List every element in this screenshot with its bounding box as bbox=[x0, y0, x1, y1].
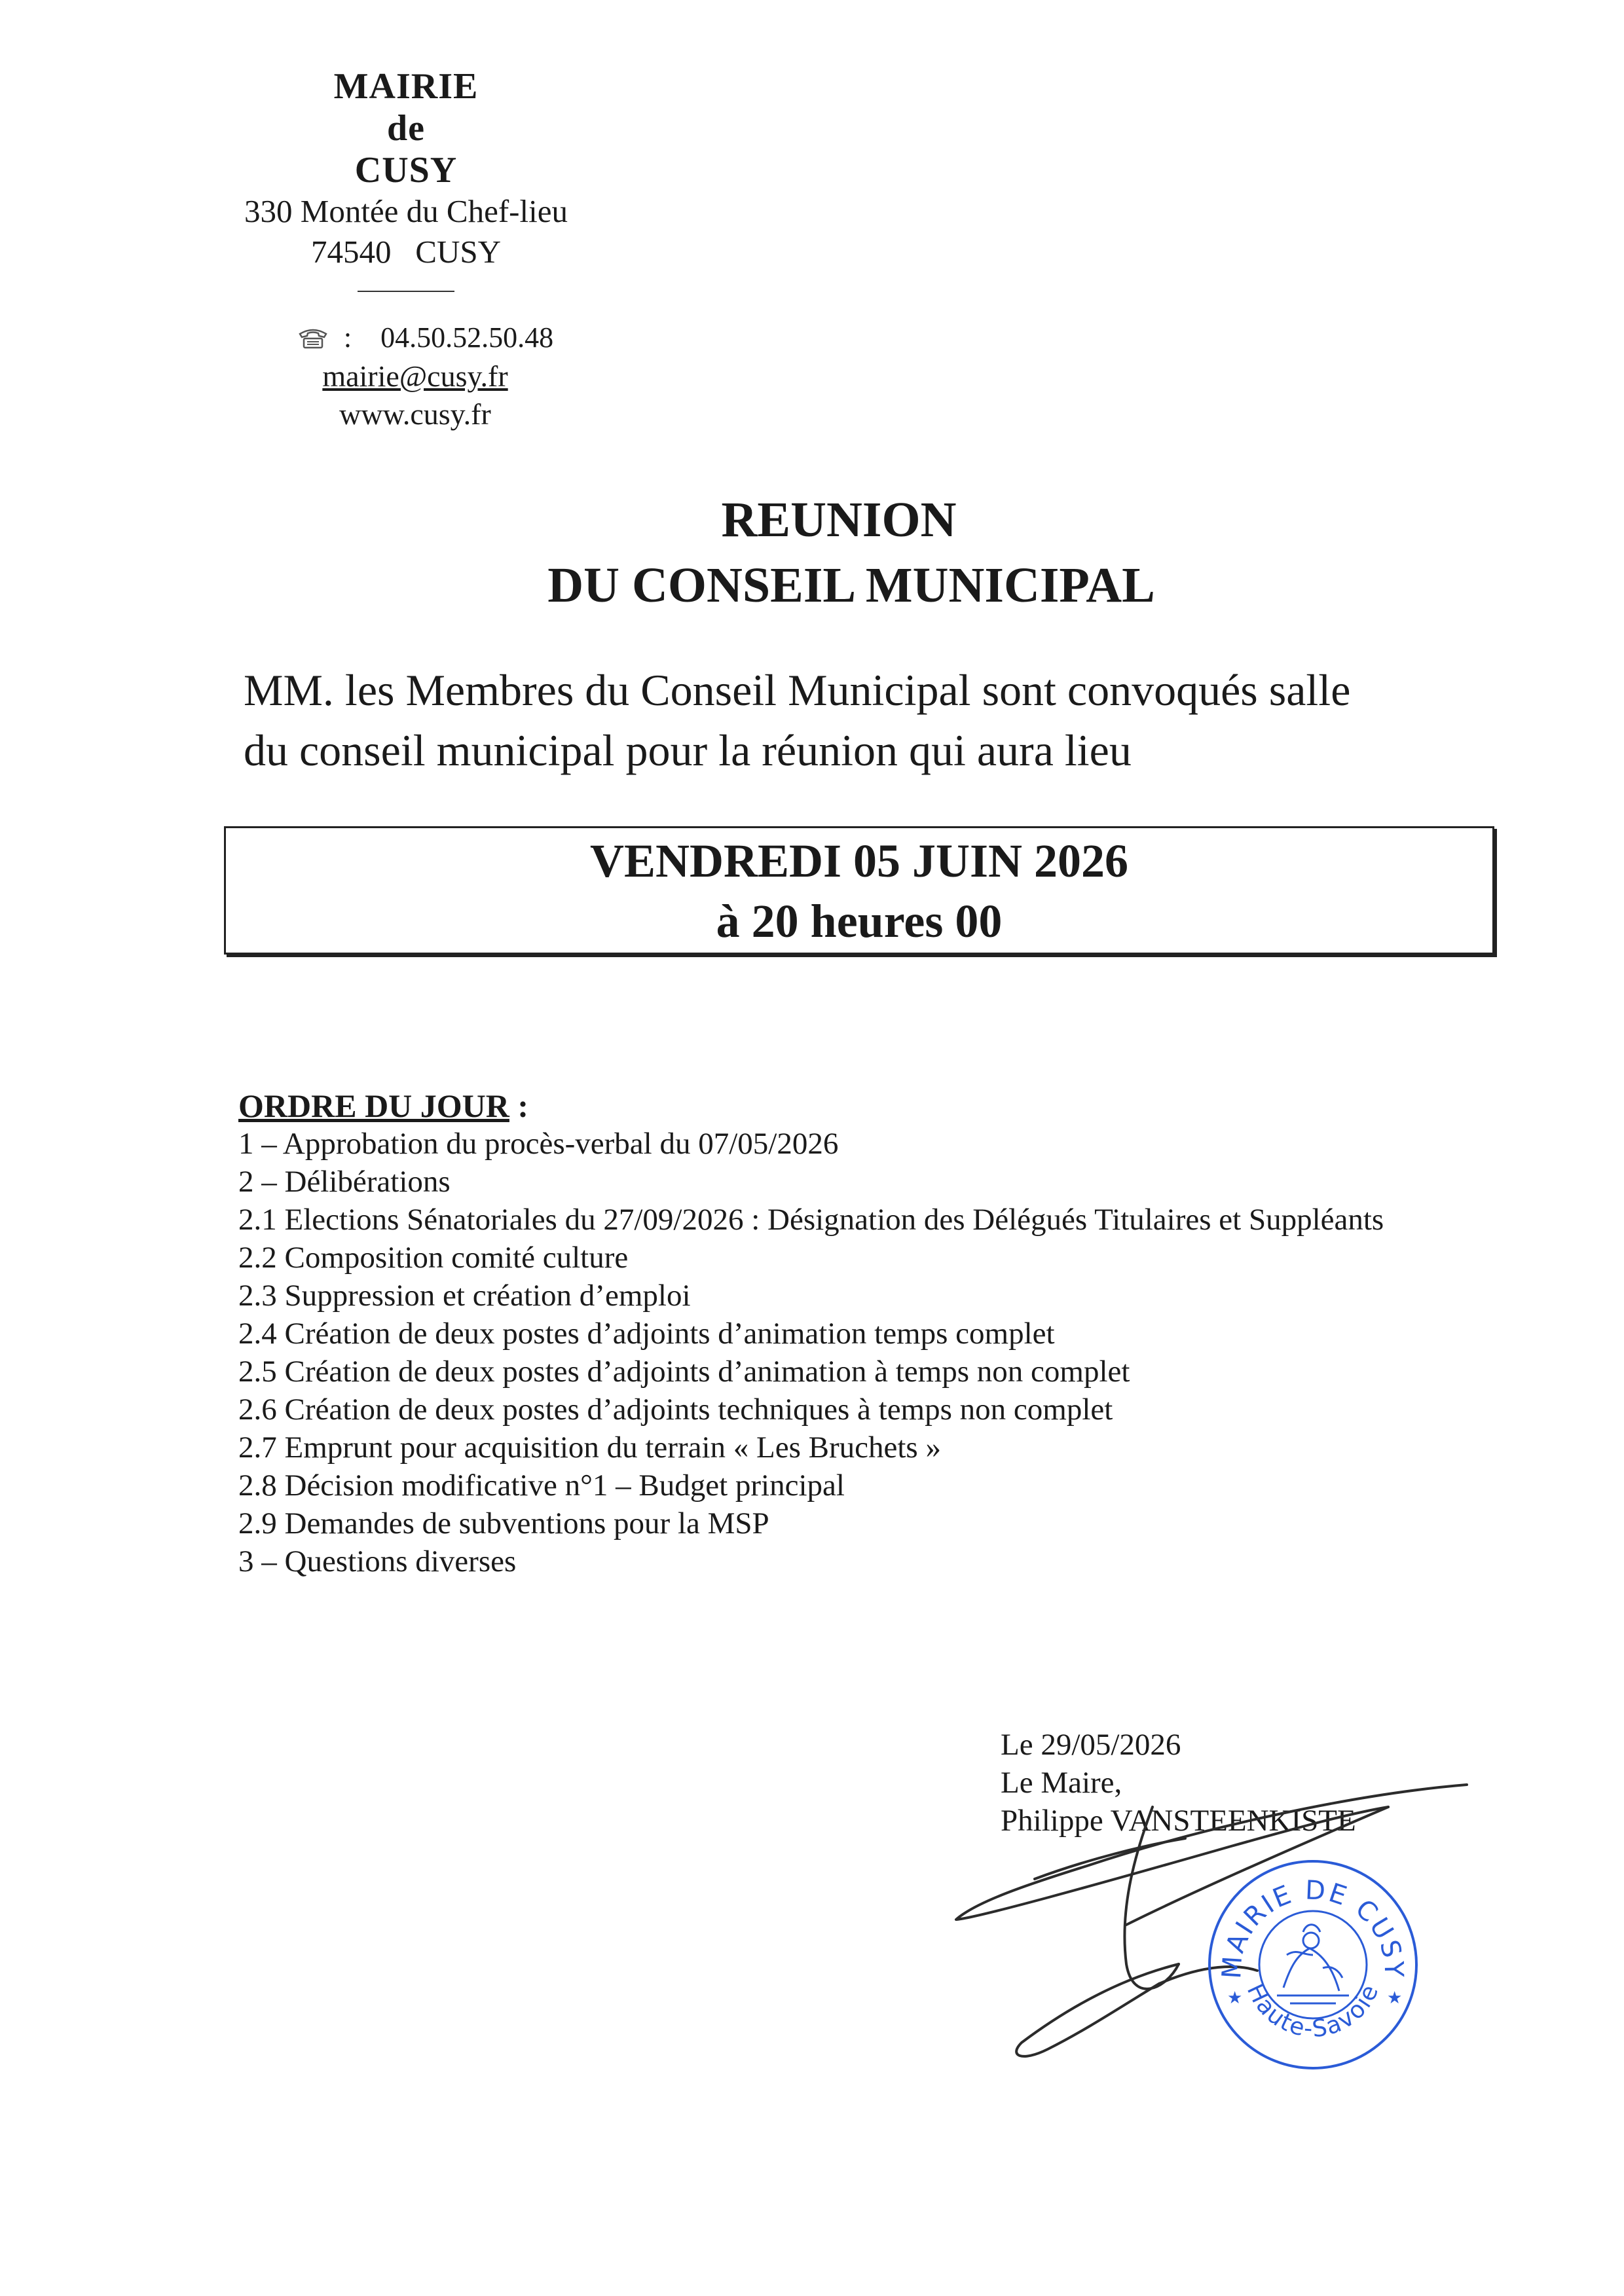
mairie-seal-stamp bbox=[1205, 1857, 1421, 2073]
agenda-list bbox=[238, 1125, 1548, 1580]
svg-text:★: ★ bbox=[1227, 1988, 1243, 2008]
website-link[interactable]: www.cusy.fr bbox=[339, 397, 491, 431]
agenda-item: 2.7 Emprunt pour acquisition du terrain « Les Bruchets » bbox=[238, 1430, 941, 1465]
agenda-item: 2.8 Décision modificative n°1 – Budget principal bbox=[238, 1468, 845, 1503]
agenda-item: 2.5 Création de deux postes d’adjoints d’animation à temps non complet bbox=[238, 1355, 1130, 1389]
agenda-item: 2.9 Demandes de subventions pour la MSP bbox=[238, 1506, 769, 1540]
header-postal: 74540 CUSY bbox=[311, 234, 501, 270]
header-separator bbox=[358, 291, 454, 292]
agenda-title-text: ORDRE DU JOUR bbox=[238, 1087, 509, 1124]
agenda-item: 2.6 Création de deux postes d’adjoints techniques à temps non complet bbox=[238, 1393, 1113, 1427]
agenda-title bbox=[238, 1087, 1548, 1125]
agenda-item: 2.4 Création de deux postes d’adjoints d’animation temps complet bbox=[238, 1317, 1055, 1351]
signature-name: Philippe VANSTEENKISTE bbox=[1001, 1804, 1356, 1838]
header-phone-line bbox=[236, 318, 616, 357]
telephone-icon bbox=[298, 321, 328, 343]
agenda bbox=[238, 1087, 1548, 1580]
agenda-item: 3 – Questions diverses bbox=[238, 1544, 517, 1578]
email-link[interactable]: mairie@cusy.fr bbox=[322, 359, 508, 393]
agenda-title-suffix: : bbox=[509, 1087, 529, 1124]
agenda-item: 2.2 Composition comité culture bbox=[238, 1241, 629, 1275]
meeting-date: VENDREDI 05 JUIN 2026 bbox=[589, 835, 1129, 887]
agenda-item: 2 – Délibérations bbox=[238, 1165, 451, 1199]
header-line-1: MAIRIE bbox=[333, 66, 479, 107]
title-line-2: DU CONSEIL MUNICIPAL bbox=[547, 558, 1155, 613]
signature-date: Le 29/05/2026 bbox=[1001, 1728, 1181, 1762]
convocation-line-2: du conseil municipal pour la réunion qui aura lieu bbox=[244, 725, 1132, 775]
agenda-item: 1 – Approbation du procès-verbal du 07/05/2026 bbox=[238, 1127, 839, 1161]
phone-number: 04.50.52.50.48 bbox=[380, 321, 554, 354]
svg-text:★: ★ bbox=[1387, 1988, 1403, 2008]
meeting-time: à 20 heures 00 bbox=[716, 895, 1003, 947]
signature-role: Le Maire, bbox=[1001, 1766, 1122, 1800]
header-line-3: CUSY bbox=[354, 150, 458, 191]
seal-top-text: MAIRIE DE CUSY bbox=[1217, 1875, 1409, 1980]
agenda-item: 2.1 Elections Sénatoriales du 27/09/2026 : Désignation des Délégués Titulaires et Suppléants bbox=[238, 1203, 1384, 1237]
convocation-line-1: MM. les Membres du Conseil Municipal sont convoqués salle bbox=[244, 665, 1351, 715]
header-address: 330 Montée du Chef-lieu bbox=[244, 193, 568, 229]
agenda-item: 2.3 Suppression et création d’emploi bbox=[238, 1279, 691, 1313]
seal-bottom-text: Haute-Savoie bbox=[1241, 1979, 1385, 2043]
phone-separator: : bbox=[343, 321, 352, 354]
convocation-text bbox=[244, 660, 1488, 780]
meeting-date-box bbox=[224, 826, 1494, 955]
mairie-header bbox=[196, 65, 616, 433]
document-title bbox=[0, 487, 1624, 618]
title-line-1: REUNION bbox=[721, 492, 957, 547]
header-line-2: de bbox=[387, 108, 425, 149]
